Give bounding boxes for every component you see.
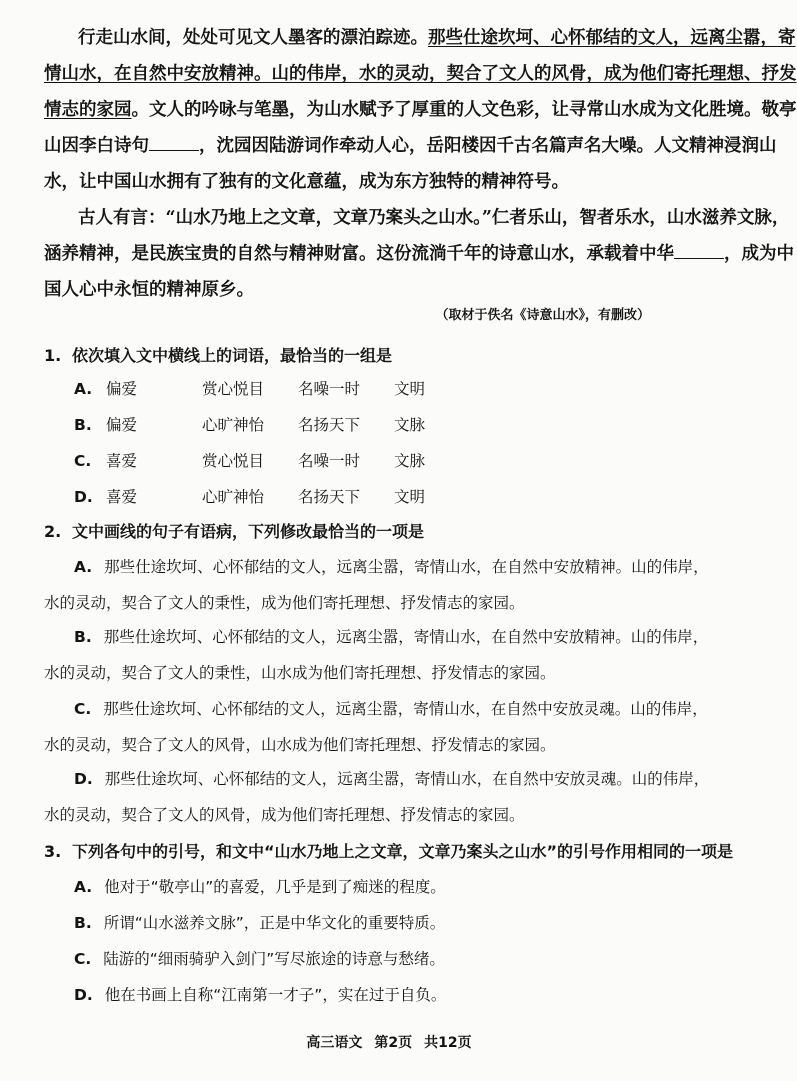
option-letter: B.	[74, 628, 92, 646]
option-word: 偏爱	[106, 380, 138, 398]
fill-blank-1	[149, 136, 199, 151]
passage-p1-line2	[44, 62, 797, 86]
underlined-sentence: 情志的家园	[44, 100, 132, 120]
option-text: 那些仕途坎坷、心怀郁结的文人，远离尘嚣，寄情山水，在自然中安放精神。山的伟岸，	[104, 558, 709, 576]
question-text: 文中画线的句子有语病，下列修改最恰当的一项是	[72, 522, 425, 541]
option-letter: C.	[74, 452, 92, 470]
option-word: 名扬天下	[298, 488, 361, 506]
passage-p2-line1: 古人有言：“山水乃地上之文章，文章乃案头之山水。”仁者乐山，智者乐水，山水滋养文脉，	[78, 208, 790, 228]
q3-option-b[interactable]	[74, 912, 744, 934]
passage-text: 。文人的吟咏与笔墨，为山水赋予了厚重的人文色彩，让寻常山水成为文化胜境。敬亭	[131, 100, 797, 120]
q2-option-c-line1[interactable]	[74, 698, 744, 720]
option-letter: C.	[74, 950, 92, 968]
underlined-sentence: 那些仕途坎坷、心怀郁结的文人，远离尘嚣，寄	[428, 28, 796, 48]
passage-source: （取材于佚名《诗意山水》，有删改）	[435, 308, 650, 323]
passage-text: 山因李白诗句	[44, 136, 149, 156]
question-text: 下列各句中的引号，和文中“山水乃地上之文章，文章乃案头之山水”的引号作用相同的一项是	[72, 842, 734, 861]
option-word: 文脉	[394, 416, 426, 434]
option-letter: D.	[74, 488, 93, 506]
q2-option-c-line2[interactable]: 水的灵动，契合了文人的风骨，山水成为他们寄托理想、抒发情志的家园。	[44, 736, 556, 754]
q2-option-b-line1[interactable]	[74, 626, 744, 648]
question-3-stem	[44, 840, 744, 864]
passage-text: ，成为中	[724, 244, 794, 264]
q1-option-c[interactable]	[74, 450, 425, 472]
option-letter: D.	[74, 986, 93, 1004]
option-word: 文脉	[394, 452, 426, 470]
option-word: 赏心悦目	[202, 380, 265, 398]
fill-blank-2	[674, 244, 724, 259]
option-text: 陆游的“细雨骑驴入剑门”写尽旅途的诗意与愁绪。	[103, 950, 445, 968]
option-word: 文明	[394, 380, 426, 398]
passage-p2-line3: 国人心中永恒的精神原乡。	[44, 280, 254, 300]
passage-p1-line3	[44, 98, 797, 122]
q1-option-a[interactable]	[74, 378, 425, 400]
passage-p1-line4	[44, 134, 777, 158]
question-1-stem	[44, 344, 744, 368]
q2-option-d-line1[interactable]	[74, 768, 744, 790]
question-text: 依次填入文中横线上的词语，最恰当的一组是	[72, 346, 393, 365]
option-letter: B.	[74, 914, 92, 932]
q3-option-d[interactable]	[74, 984, 744, 1006]
option-letter: A.	[74, 558, 93, 576]
passage-p2-line2	[44, 242, 794, 266]
option-word: 喜爱	[106, 488, 138, 506]
option-text: 那些仕途坎坷、心怀郁结的文人，远离尘嚣，寄情山水，在自然中安放灵魂。山的伟岸，	[104, 770, 710, 788]
q2-option-b-line2[interactable]: 水的灵动，契合了文人的秉性，山水成为他们寄托理想、抒发情志的家园。	[44, 664, 556, 682]
option-letter: A.	[74, 380, 93, 398]
question-number: 3.	[44, 842, 62, 861]
question-number: 2.	[44, 522, 62, 541]
underlined-sentence: 情山水，在自然中安放精神。山的伟岸，水的灵动，契合了文人的风骨，成为他们寄托理想、抒发	[44, 64, 797, 84]
q3-option-c[interactable]	[74, 948, 744, 970]
option-letter: B.	[74, 416, 92, 434]
passage-text: 行走山水间，处处可见文人墨客的漂泊踪迹。	[78, 28, 428, 48]
option-text: 他在书画上自称“江南第一才子”，实在过于自负。	[104, 986, 447, 1004]
option-letter: A.	[74, 878, 93, 896]
q2-option-a-line2[interactable]: 水的灵动，契合了文人的秉性，成为他们寄托理想、抒发情志的家园。	[44, 594, 525, 612]
q2-option-d-line2[interactable]: 水的灵动，契合了文人的风骨，成为他们寄托理想、抒发情志的家园。	[44, 806, 525, 824]
page-footer	[0, 1032, 778, 1052]
option-word: 心旷神怡	[202, 416, 265, 434]
option-word: 名噪一时	[298, 380, 361, 398]
option-word: 心旷神怡	[202, 488, 265, 506]
passage-text: ，沈园因陆游词作牵动人心，岳阳楼因千古名篇声名大噪。人文精神浸润山	[199, 136, 777, 156]
question-2-stem	[44, 520, 744, 544]
option-text: 所谓“山水滋养文脉”，正是中华文化的重要特质。	[103, 914, 446, 932]
option-text: 他对于“敬亭山”的喜爱，几乎是到了痴迷的程度。	[104, 878, 446, 896]
q1-option-d[interactable]	[74, 486, 425, 508]
option-letter: C.	[74, 700, 92, 718]
footer-page-number: 第2页	[374, 1035, 413, 1051]
passage-text: 涵养精神，是民族宝贵的自然与精神财富。这份流淌千年的诗意山水，承载着中华	[44, 244, 674, 264]
option-word: 偏爱	[106, 416, 138, 434]
passage-p1-line5: 水，让中国山水拥有了独有的文化意蕴，成为东方独特的精神符号。	[44, 172, 569, 192]
option-word: 名噪一时	[298, 452, 361, 470]
option-text: 那些仕途坎坷、心怀郁结的文人，远离尘嚣，寄情山水，在自然中安放灵魂。山的伟岸，	[103, 700, 708, 718]
option-word: 赏心悦目	[202, 452, 265, 470]
q2-option-a-line1[interactable]	[74, 556, 744, 578]
passage-p1-line1	[78, 26, 796, 50]
q3-option-a[interactable]	[74, 876, 744, 898]
footer-subject: 高三语文	[306, 1035, 363, 1051]
question-number: 1.	[44, 346, 62, 365]
option-word: 喜爱	[106, 452, 138, 470]
option-text: 那些仕途坎坷、心怀郁结的文人，远离尘嚣，寄情山水，在自然中安放精神。山的伟岸，	[103, 628, 709, 646]
q1-option-b[interactable]	[74, 414, 425, 436]
option-word: 文明	[394, 488, 426, 506]
option-letter: D.	[74, 770, 93, 788]
option-word: 名扬天下	[298, 416, 361, 434]
footer-total-pages: 共12页	[424, 1035, 472, 1051]
